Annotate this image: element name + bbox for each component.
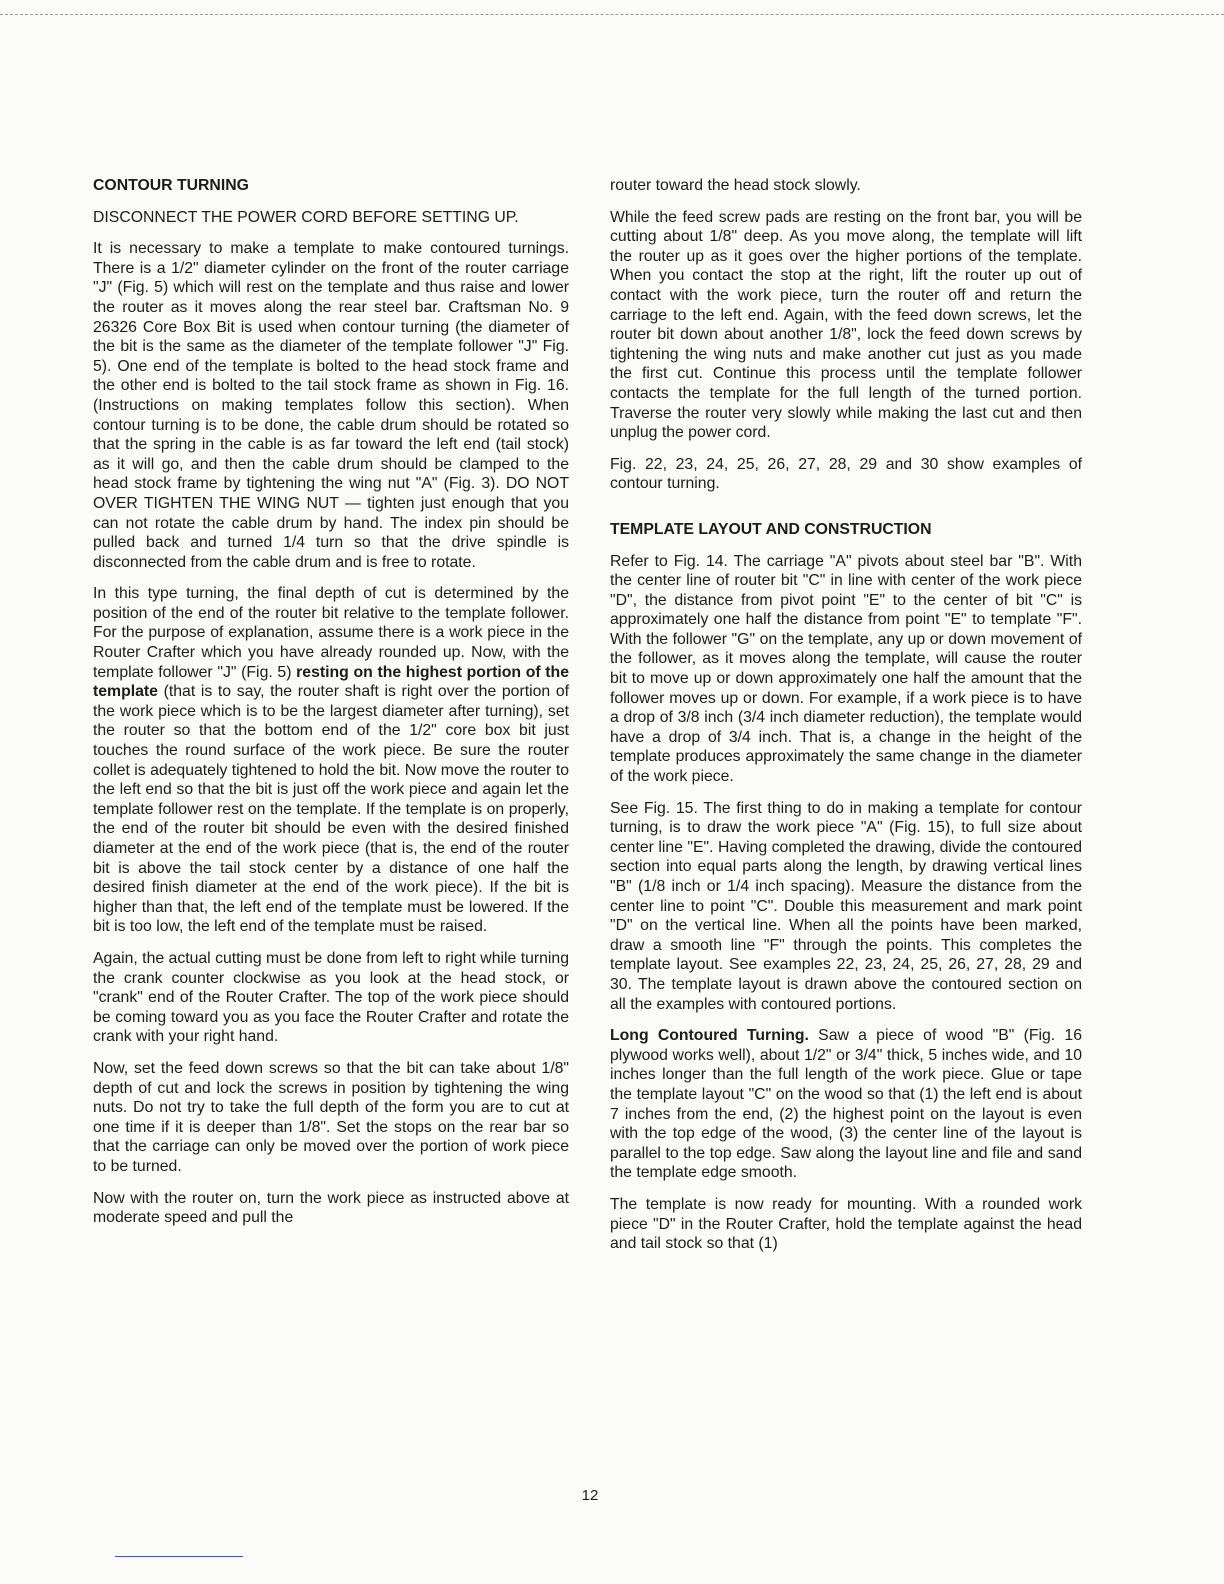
paragraph: Refer to Fig. 14. The carriage "A" pivots about steel bar "B". With the center line of router bit "C" in line with center of the work piece "D", the distance from pivot point "E" to the center of bit "C" is approximately one half the distance from point "E" to template "F". With the follower "G" on the template, any up or down movement of the follower, as it moves along the template, will cause the router bit to move up or down approximately one half the amount that the follower moves up or down. For example, if a work piece is to have a drop of 3/8 inch (3/4 inch diameter reduction), the template would have a drop of 3/4 inch. That is, a change in the height of the template produces approximately the same change in the diameter of the work piece. [610, 552, 1082, 786]
paragraph: While the feed screw pads are resting on the front bar, you will be cutting about 1/8" deep. As you move along, the template will lift the router up as it goes over the higher portions of the template. When you contact the stop at the right, lift the router up out of contact with the work piece, turn the router off and return the carriage to the left end. Again, with the feed down screws, let the router bit down about another 1/8", lock the feed down screws by tightening the wing nuts and make another cut just as you made the first cut. Continue this process until the template follower contacts the template for the full length of the turned portion. Traverse the router very slowly while making the last cut and then unplug the power cord. [610, 208, 1082, 442]
paragraph-text: Saw a piece of wood "B" (Fig. 16 plywood works well), about 1/2" or 3/4" thick, 5 inches wide, and 10 inches longer than the full length of the work piece. Glue or tape the template layout "C" on the wood so that (1) the left end is about 7 inches from the end, (2) the highest point on the layout is even with the top edge of the wood, (3) the center line of the layout is parallel to the top edge. Saw along the layout line and file and sand the template edge smooth. [610, 1027, 1082, 1182]
emphasis-text: Long Contoured Turning. [610, 1027, 809, 1045]
paragraph [93, 584, 569, 937]
section-heading-template-layout: TEMPLATE LAYOUT AND CONSTRUCTION [610, 520, 932, 538]
paragraph [610, 1026, 1082, 1183]
paragraph: Fig. 22, 23, 24, 25, 26, 27, 28, 29 and 30 show examples of contour turning. [610, 455, 1082, 493]
paragraph: See Fig. 15. The first thing to do in making a template for contour turning, is to draw the work piece "A" (Fig. 15), to full size about center line "E". Having completed the drawing, divide the contoured section into equal parts along the length, by drawing vertical lines "B" (1/8 inch or 1/4 inch spacing). Measure the distance from the center line to point "C". Double this measurement and mark point "D" on the vertical line. When all the points have been marked, draw a smooth line "F" through the points. This completes the template layout. See examples 22, 23, 24, 25, 26, 27, 28, 29 and 30. The template layout is drawn above the contoured section on all the examples with contoured portions. [610, 799, 1082, 1013]
scan-top-edge [0, 14, 1224, 15]
paragraph-text: (that is to say, the router shaft is right over the portion of the work piece which is to be the largest diameter after turning), set the router so that the bottom end of the 1/2" core box bit just touches the round surface of the work piece. Be sure the router collet is adequately tightened to hold the bit. Now move the router to the left end so that the bit is just off the work piece and again let the template follower rest on the template. If the template is on properly, the end of the router bit should be even with the desired finished diameter at the end of the work piece (that is, the end of the router bit is above the tail stock center by a distance of one half the desired finish diameter at the end of the work piece). If the bit is higher than that, the left end of the template must be lowered. If the bit is too low, the left end of the template must be raised. [93, 683, 569, 936]
paragraph-text: In this type turning, the final depth of cut is determined by the position of the end of the router bit relative to the template follower. For the purpose of explanation, assume there is a work piece in the Router Crafter which you have already rounded up. Now, with the template follower "J" (Fig. 5) [93, 585, 569, 681]
right-column [610, 176, 1082, 1266]
scan-bottom-mark [115, 1556, 243, 1557]
paragraph: Now, set the feed down screws so that the bit can take about 1/8" depth of cut and lock the screws in position by tightening the wing nuts. Do not try to take the full depth of the form you are to cut at one time if it is deeper than 1/8". Set the stops on the rear bar so that the carriage can only be moved over the portion of work piece to be turned. [93, 1059, 569, 1175]
emphasis-text: resting on the highest portion of the template [93, 663, 569, 701]
paragraph: Now with the router on, turn the work piece as instructed above at moderate speed and pull the [93, 1189, 569, 1227]
paragraph: Again, the actual cutting must be done from left to right while turning the crank counter clockwise as you look at the head stock, or "crank" end of the Router Crafter. The top of the work piece should be coming toward you as you face the Router Crafter and rotate the crank with your right hand. [93, 949, 569, 1046]
paragraph: The template is now ready for mounting. With a rounded work piece "D" in the Router Crafter, hold the template against the head and tail stock so that (1) [610, 1195, 1082, 1253]
left-column [93, 176, 569, 1240]
section-heading-contour-turning: CONTOUR TURNING [93, 177, 249, 194]
paragraph: It is necessary to make a template to make contoured turnings. There is a 1/2" diameter cylinder on the front of the router carriage "J" (Fig. 5) which will rest on the template and thus raise and lower the router as it moves along the rear steel bar. Craftsman No. 9 26326 Core Box Bit is used when contour turning (the diameter of the bit is the same as the diameter of the template follower "J" Fig. 5). One end of the template is bolted to the head stock frame and the other end is bolted to the tail stock frame as shown in Fig. 16. (Instructions on making templates follow this section). When contour turning is to be done, the cable drum should be rotated so that the spring in the cable is as far toward the left end (tail stock) as it will go, and then the cable drum should be clamped to the head stock frame by tightening the wing nut "A" (Fig. 3). DO NOT OVER TIGHTEN THE WING NUT — tighten just enough that you can not rotate the cable drum by hand. The index pin should be pulled back and turned 1/4 turn so that the drive spindle is disconnected from the cable drum and is free to rotate. [93, 240, 569, 571]
power-cord-warning: DISCONNECT THE POWER CORD BEFORE SETTING UP. [93, 208, 519, 226]
paragraph: router toward the head stock slowly. [610, 177, 861, 194]
page-number: 12 [581, 1487, 599, 1504]
